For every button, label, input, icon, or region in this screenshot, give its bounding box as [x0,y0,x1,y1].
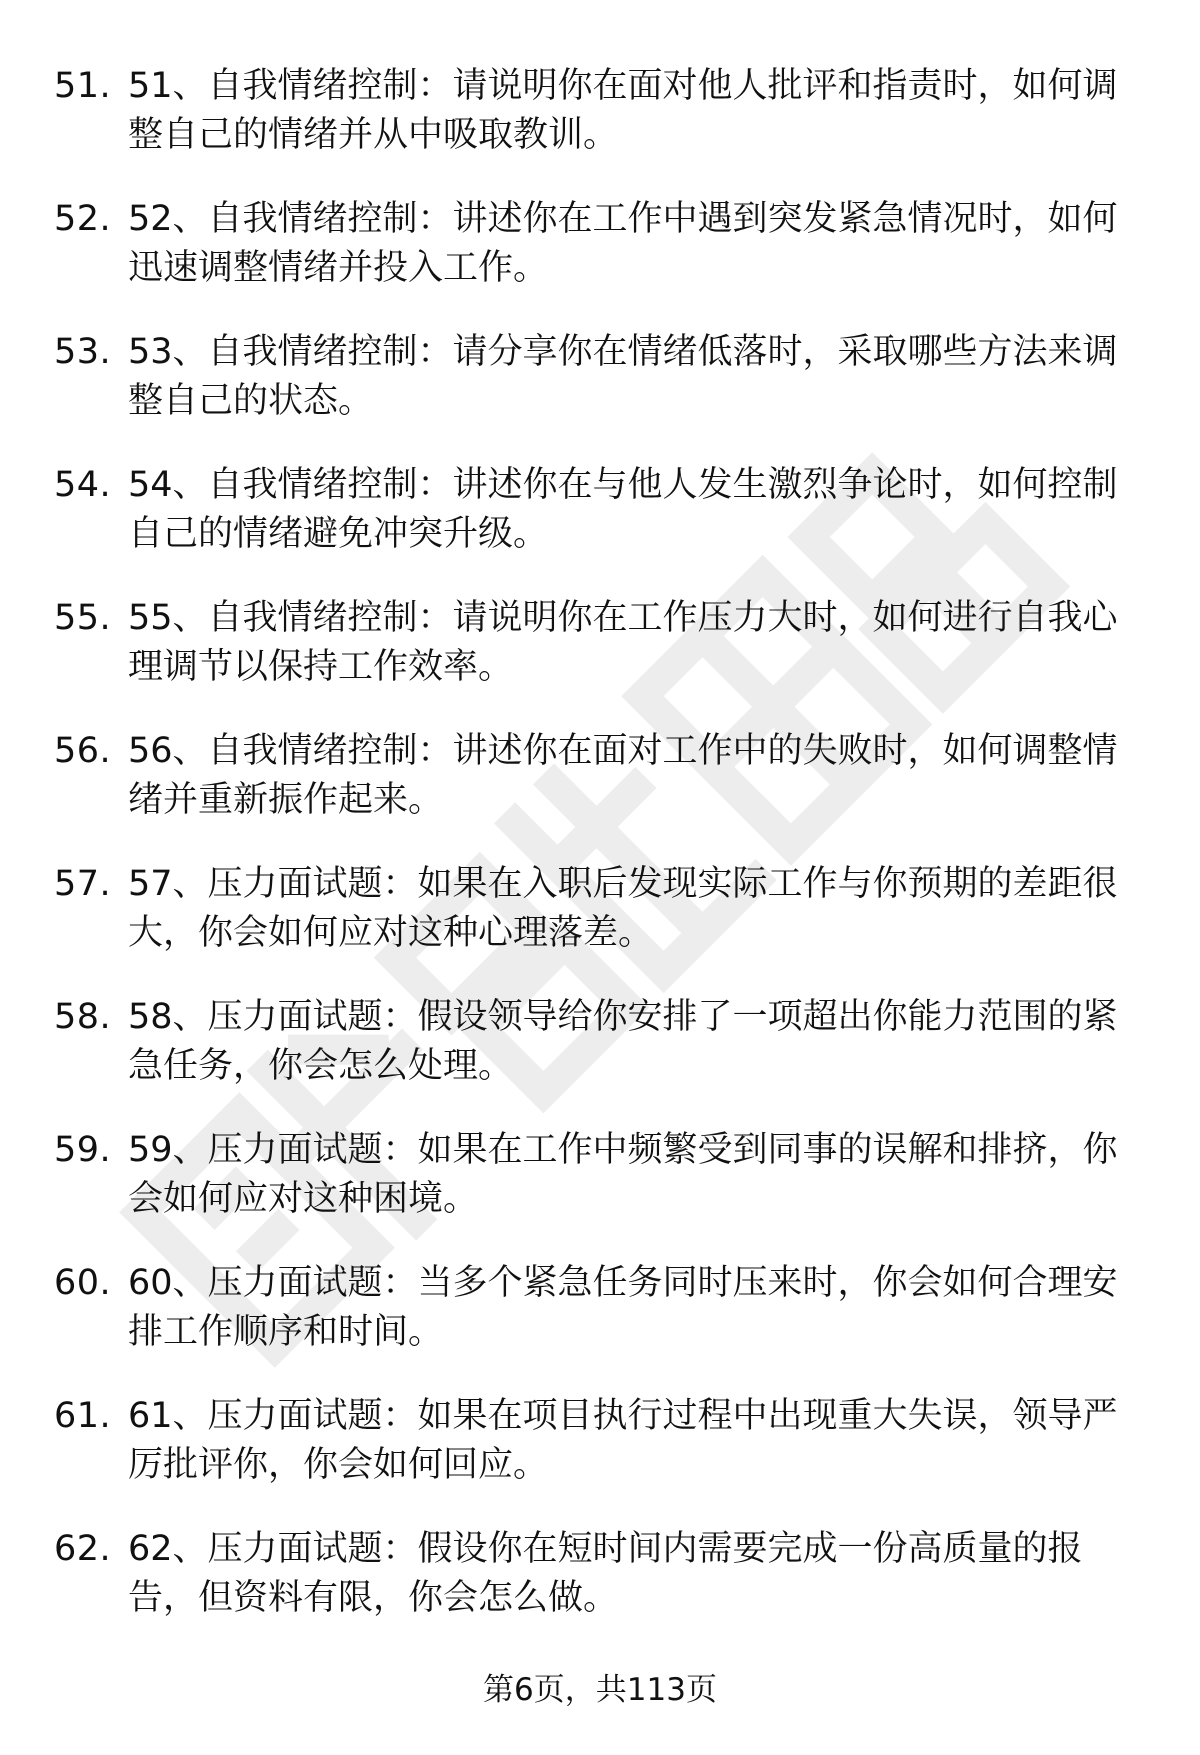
item-number: 56. [54,731,112,771]
list-item [54,461,1144,559]
item-number: 54. [54,465,112,505]
item-number: 59. [54,1130,112,1170]
list-item [54,195,1144,293]
list-item [54,993,1144,1091]
item-text: 56、自我情绪控制：讲述你在面对工作中的失败时，如何调整情绪并重新振作起来。 [128,731,1118,820]
item-number: 61. [54,1396,112,1436]
item-number: 60. [54,1263,112,1303]
item-text: 59、压力面试题：如果在工作中频繁受到同事的误解和排挤，你会如何应对这种困境。 [128,1130,1118,1219]
item-number: 52. [54,199,112,239]
item-text: 62、压力面试题：假设你在短时间内需要完成一份高质量的报告，但资料有限，你会怎么做。 [128,1529,1083,1618]
list-item [54,1259,1144,1357]
item-text: 58、压力面试题：假设领导给你安排了一项超出你能力范围的紧急任务，你会怎么处理。 [128,997,1118,1086]
item-text: 52、自我情绪控制：讲述你在工作中遇到突发紧急情况时，如何迅速调整情绪并投入工作。 [128,199,1118,288]
list-item [54,727,1144,825]
list-item [54,594,1144,692]
item-number: 51. [54,66,112,106]
item-number: 58. [54,997,112,1037]
item-text: 54、自我情绪控制：讲述你在与他人发生激烈争论时，如何控制自己的情绪避免冲突升级。 [128,465,1118,554]
item-number: 55. [54,598,112,638]
item-text: 60、压力面试题：当多个紧急任务同时压来时，你会如何合理安排工作顺序和时间。 [128,1263,1118,1352]
item-number: 62. [54,1529,112,1569]
item-text: 51、自我情绪控制：请说明你在面对他人批评和指责时，如何调整自己的情绪并从中吸取教训。 [128,66,1118,155]
list-item [54,1126,1144,1224]
item-text: 53、自我情绪控制：请分享你在情绪低落时，采取哪些方法来调整自己的状态。 [128,332,1118,421]
item-number: 57. [54,864,112,904]
item-text: 57、压力面试题：如果在入职后发现实际工作与你预期的差距很大，你会如何应对这种心理落差。 [128,864,1118,953]
item-number: 53. [54,332,112,372]
page-number-footer: 第6页，共113页 [483,1672,717,1708]
item-text: 61、压力面试题：如果在项目执行过程中出现重大失误，领导严厉批评你，你会如何回应。 [128,1396,1118,1485]
question-list [54,62,1144,1658]
list-item [54,328,1144,426]
list-item [54,1392,1144,1490]
list-item [54,62,1144,160]
item-text: 55、自我情绪控制：请说明你在工作压力大时，如何进行自我心理调节以保持工作效率。 [128,598,1118,687]
list-item [54,860,1144,958]
list-item [54,1525,1144,1623]
